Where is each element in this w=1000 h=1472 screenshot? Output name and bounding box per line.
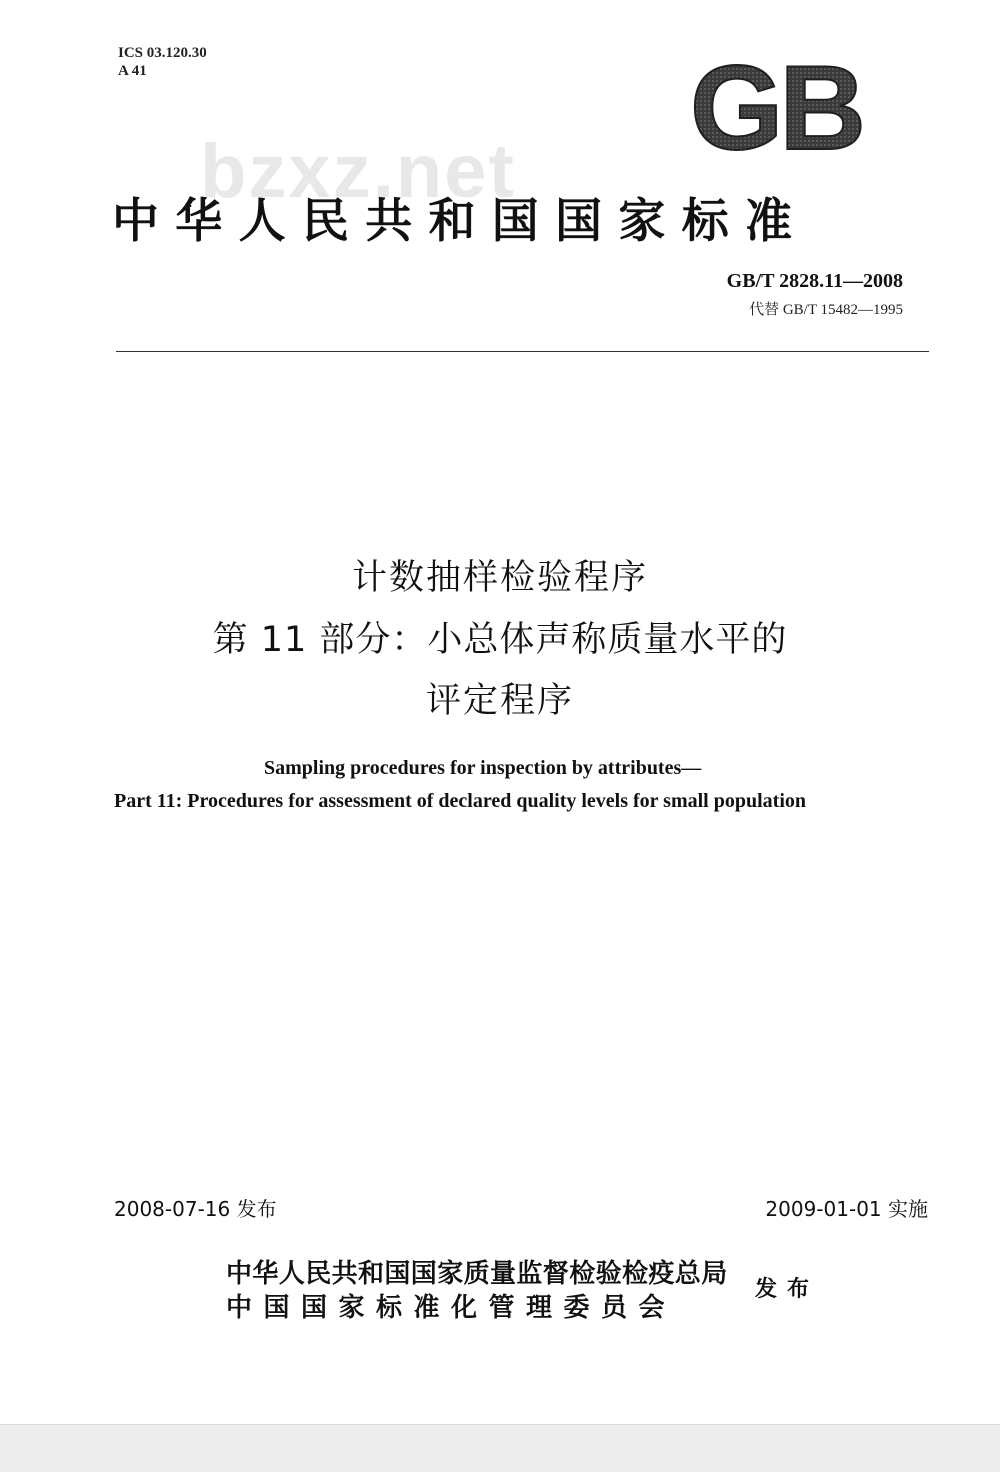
issue-date: 2008-07-16 发布 xyxy=(114,1197,277,1221)
title-en-line2: Part 11: Procedures for assessment of declared quality levels for small population xyxy=(114,790,807,812)
header-divider xyxy=(116,351,929,352)
replaced-standard: 代替 GB/T 15482—1995 xyxy=(749,302,903,318)
title-en-line1: Sampling procedures for inspection by attributes— xyxy=(264,757,702,779)
title-cn-line2: 第 11 部分：小总体声称质量水平的 xyxy=(212,620,788,660)
page-bottom-band xyxy=(0,1424,1000,1472)
ics-code: ICS 03.120.30 xyxy=(118,45,207,61)
classification-codes xyxy=(118,44,207,80)
ccs-code: A 41 xyxy=(118,63,147,79)
issuing-authorities xyxy=(226,1257,728,1325)
implementation-date: 2009-01-01 实施 xyxy=(765,1197,928,1221)
issuer-aqsiq: 中华人民共和国国家质量监督检验检疫总局 xyxy=(226,1259,728,1289)
issuer-sac: 中国国家标准化管理委员会 xyxy=(226,1293,677,1323)
gb-logo-text: GB xyxy=(690,52,862,162)
publish-label: 发布 xyxy=(755,1276,820,1302)
title-cn-line3: 评定程序 xyxy=(425,681,574,721)
watermark: bzxz.net xyxy=(200,129,516,214)
national-standard-title: 中华人民共和国国家标准 xyxy=(112,194,809,249)
gb-logo xyxy=(676,52,876,162)
title-cn-line1: 计数抽样检验程序 xyxy=(351,558,648,598)
standard-number: GB/T 2828.11—2008 xyxy=(726,270,903,292)
